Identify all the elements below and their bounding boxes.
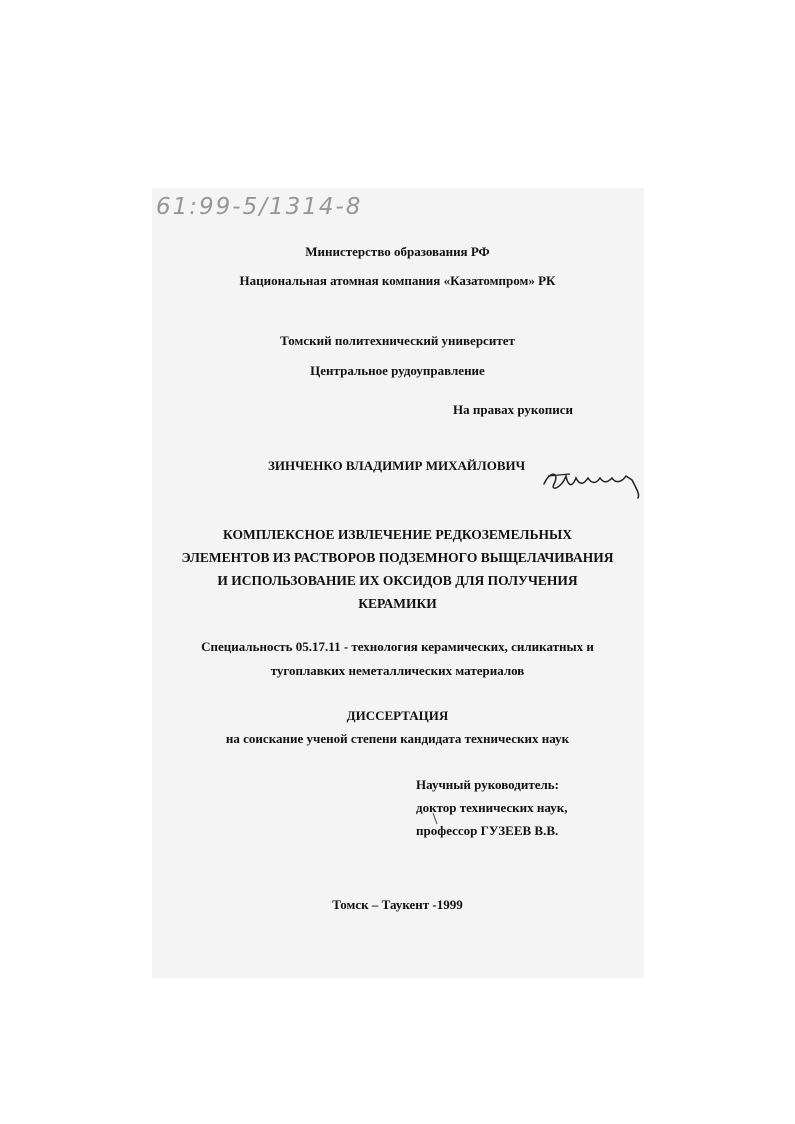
specialty-line-2: тугоплавких неметаллических материалов [270,663,525,678]
company-line: Национальная атомная компания «Казатомпром» РК [239,273,556,288]
document-type: ДИССЕРТАЦИЯ [346,708,449,723]
rights-note: На правах рукописи [453,402,573,417]
place-year: Томск – Таукент -1999 [332,897,463,912]
thesis-title-line-3: И ИСПОЛЬЗОВАНИЕ ИХ ОКСИДОВ ДЛЯ ПОЛУЧЕНИЯ [217,573,578,588]
thesis-title-line-4: КЕРАМИКИ [358,596,437,611]
specialty-line-1: Специальность 05.17.11 - технология керамических, силикатных и [201,639,594,654]
supervisor-name: профессор ГУЗЕЕВ В.В. [416,823,559,838]
degree-line: на соискание ученой степени кандидата технических наук [225,731,570,746]
ministry-line: Министерство образования РФ [305,244,490,259]
archive-stamp: 61:99-5/1314-8 [156,194,363,220]
supervisor-degree: доктор технических наук, [416,800,568,815]
thesis-title-line-1: КОМПЛЕКСНОЕ ИЗВЛЕЧЕНИЕ РЕДКОЗЕМЕЛЬНЫХ [223,527,572,542]
author-name: ЗИНЧЕНКО ВЛАДИМИР МИХАЙЛОВИЧ [268,458,526,473]
pen-mark [432,812,440,826]
university-line: Томский политехнический университет [280,333,515,348]
author-signature [540,462,650,502]
supervisor-label: Научный руководитель: [416,777,559,792]
department-line: Центральное рудоуправление [310,363,485,378]
thesis-title-line-2: ЭЛЕМЕНТОВ ИЗ РАСТВОРОВ ПОДЗЕМНОГО ВЫЩЕЛАЧИВАНИЯ [181,550,614,565]
